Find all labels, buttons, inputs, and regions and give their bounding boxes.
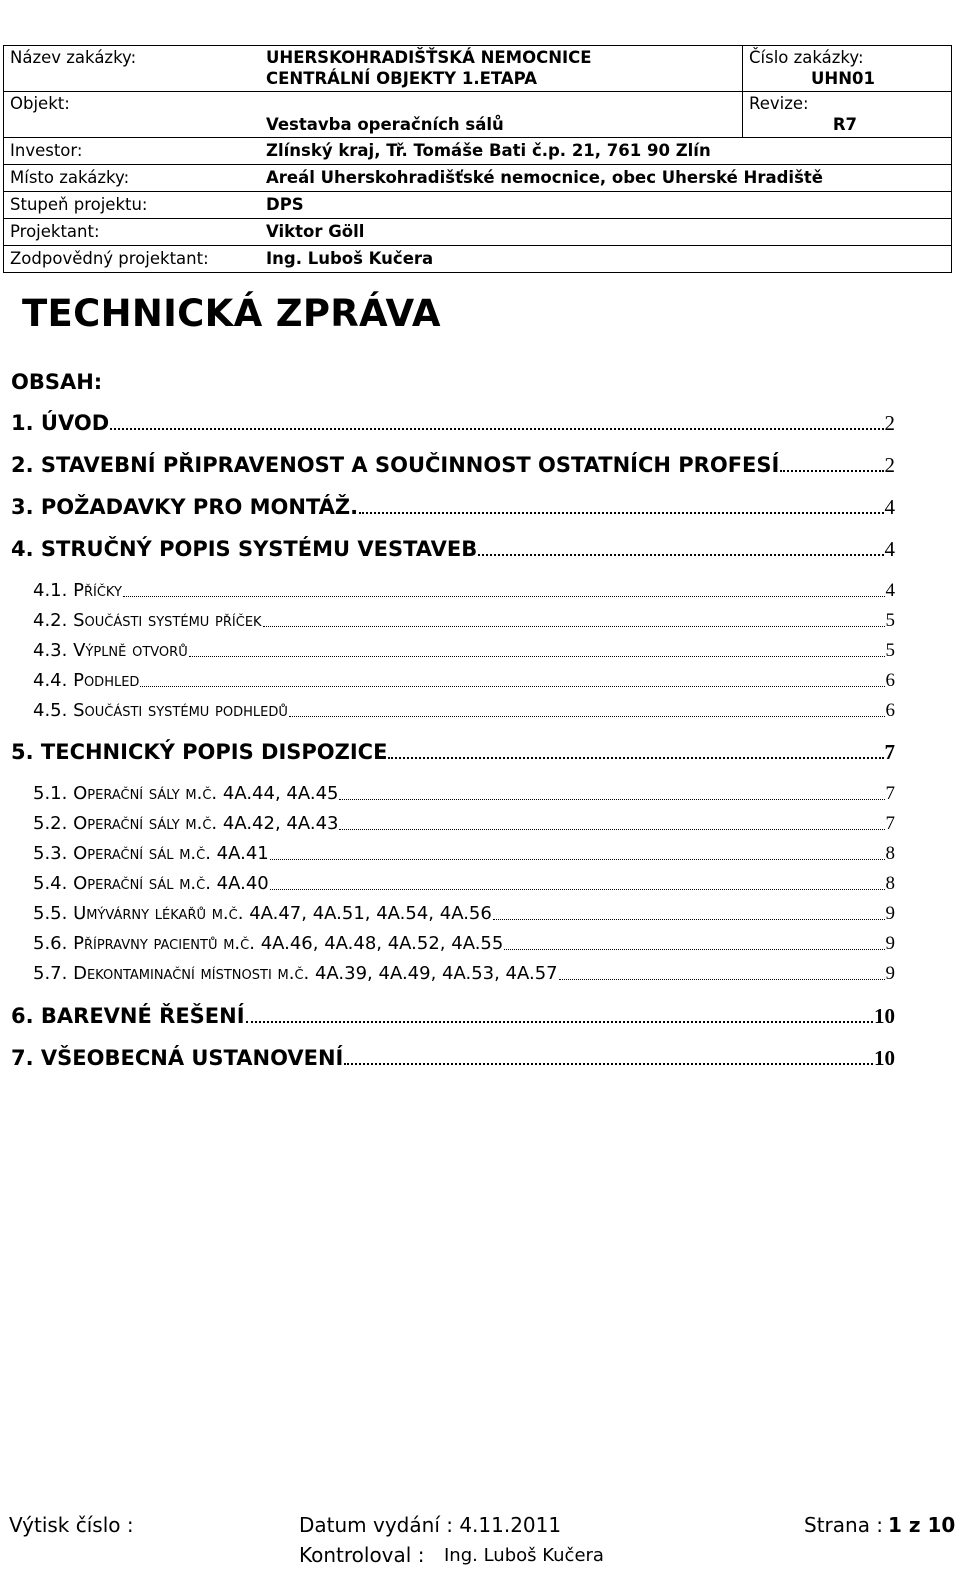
projektant-label: Projektant: xyxy=(4,219,261,246)
zodp-label: Zodpovědný projektant: xyxy=(4,246,261,273)
nazev-value xyxy=(260,46,743,92)
cislo-value: UHN01 xyxy=(811,69,875,88)
cislo-cell xyxy=(743,46,952,92)
toc-subentry[interactable]: 5.6. Přípravny pacientů m.č. 4A.46, 4A.48, 4A.52, 4A.55 9 xyxy=(33,933,895,954)
toc-entry[interactable]: 6. BAREVNÉ ŘEŠENÍ 10 xyxy=(11,1004,895,1028)
nazev-label: Název zakázky: xyxy=(4,46,261,92)
nazev-value-line2: CENTRÁLNÍ OBJEKTY 1.ETAPA xyxy=(266,69,537,88)
projektant-value: Viktor Göll xyxy=(260,219,952,246)
vytisk-label: Výtisk číslo : xyxy=(9,1513,134,1537)
strana-value: 1 z 10 xyxy=(888,1513,956,1537)
objekt-value: Vestavba operačních sálů xyxy=(260,92,743,138)
toc-subentry[interactable]: 5.3. Operační sál m.č. 4A.41 8 xyxy=(33,843,895,864)
toc-subentry[interactable]: 4.1. Příčky 4 xyxy=(33,580,895,601)
stupen-value: DPS xyxy=(260,192,952,219)
objekt-label: Objekt: xyxy=(4,92,261,138)
toc-entry[interactable]: 4. STRUČNÝ POPIS SYSTÉMU VESTAVEB 4 xyxy=(11,537,895,561)
revize-label: Revize: xyxy=(749,94,809,113)
strana-label: Strana : xyxy=(804,1513,884,1537)
toc-subentry[interactable]: 5.2. Operační sály m.č. 4A.42, 4A.43 7 xyxy=(33,813,895,834)
toc-subentry[interactable]: 4.4. Podhled 6 xyxy=(33,670,895,691)
toc-entry[interactable]: 1. ÚVOD 2 xyxy=(11,411,895,435)
contents-heading: OBSAH: xyxy=(11,370,103,394)
toc-entry[interactable]: 5. TECHNICKÝ POPIS DISPOZICE 7 xyxy=(11,740,895,764)
nazev-value-line1: UHERSKOHRADIŠŤSKÁ NEMOCNICE xyxy=(266,48,592,67)
kontroloval-value: Ing. Luboš Kučera xyxy=(444,1545,604,1566)
toc-subentry[interactable]: 4.5. Součásti systému podhledů 6 xyxy=(33,700,895,721)
investor-value: Zlínský kraj, Tř. Tomáše Bati č.p. 21, 761 90 Zlín xyxy=(260,138,952,165)
toc-subentry[interactable]: 5.1. Operační sály m.č. 4A.44, 4A.45 7 xyxy=(33,783,895,804)
kontroloval-label: Kontroloval : xyxy=(299,1543,425,1567)
toc-entry[interactable]: 3. POŽADAVKY PRO MONTÁŽ. 4 xyxy=(11,495,895,519)
toc-subentry[interactable]: 5.4. Operační sál m.č. 4A.40 8 xyxy=(33,873,895,894)
misto-label: Místo zakázky: xyxy=(4,165,261,192)
toc-entry[interactable]: 7. VŠEOBECNÁ USTANOVENÍ 10 xyxy=(11,1046,895,1070)
cislo-label: Číslo zakázky: xyxy=(749,48,864,67)
toc-subentry[interactable]: 5.5. Umývárny lékařů m.č. 4A.47, 4A.51, 4A.54, 4A.56 9 xyxy=(33,903,895,924)
stupen-label: Stupeň projektu: xyxy=(4,192,261,219)
toc-subentry[interactable]: 4.3. Výplně otvorů 5 xyxy=(33,640,895,661)
toc-entry[interactable]: 2. STAVEBNÍ PŘIPRAVENOST A SOUČINNOST OSTATNÍCH PROFESÍ 2 xyxy=(11,453,895,477)
investor-label: Investor: xyxy=(4,138,261,165)
toc-subentry[interactable]: 4.2. Součásti systému příček 5 xyxy=(33,610,895,631)
revize-value: R7 xyxy=(832,115,857,134)
datum-vydani: Datum vydání : 4.11.2011 xyxy=(299,1513,562,1537)
page-title: TECHNICKÁ ZPRÁVA xyxy=(22,292,441,335)
misto-value: Areál Uherskohradišťské nemocnice, obec Uherské Hradiště xyxy=(260,165,952,192)
zodp-value: Ing. Luboš Kučera xyxy=(260,246,952,273)
project-header-table xyxy=(3,45,952,273)
revize-cell xyxy=(743,92,952,138)
toc-subentry[interactable]: 5.7. Dekontaminační místnosti m.č. 4A.39, 4A.49, 4A.53, 4A.57 9 xyxy=(33,963,895,984)
